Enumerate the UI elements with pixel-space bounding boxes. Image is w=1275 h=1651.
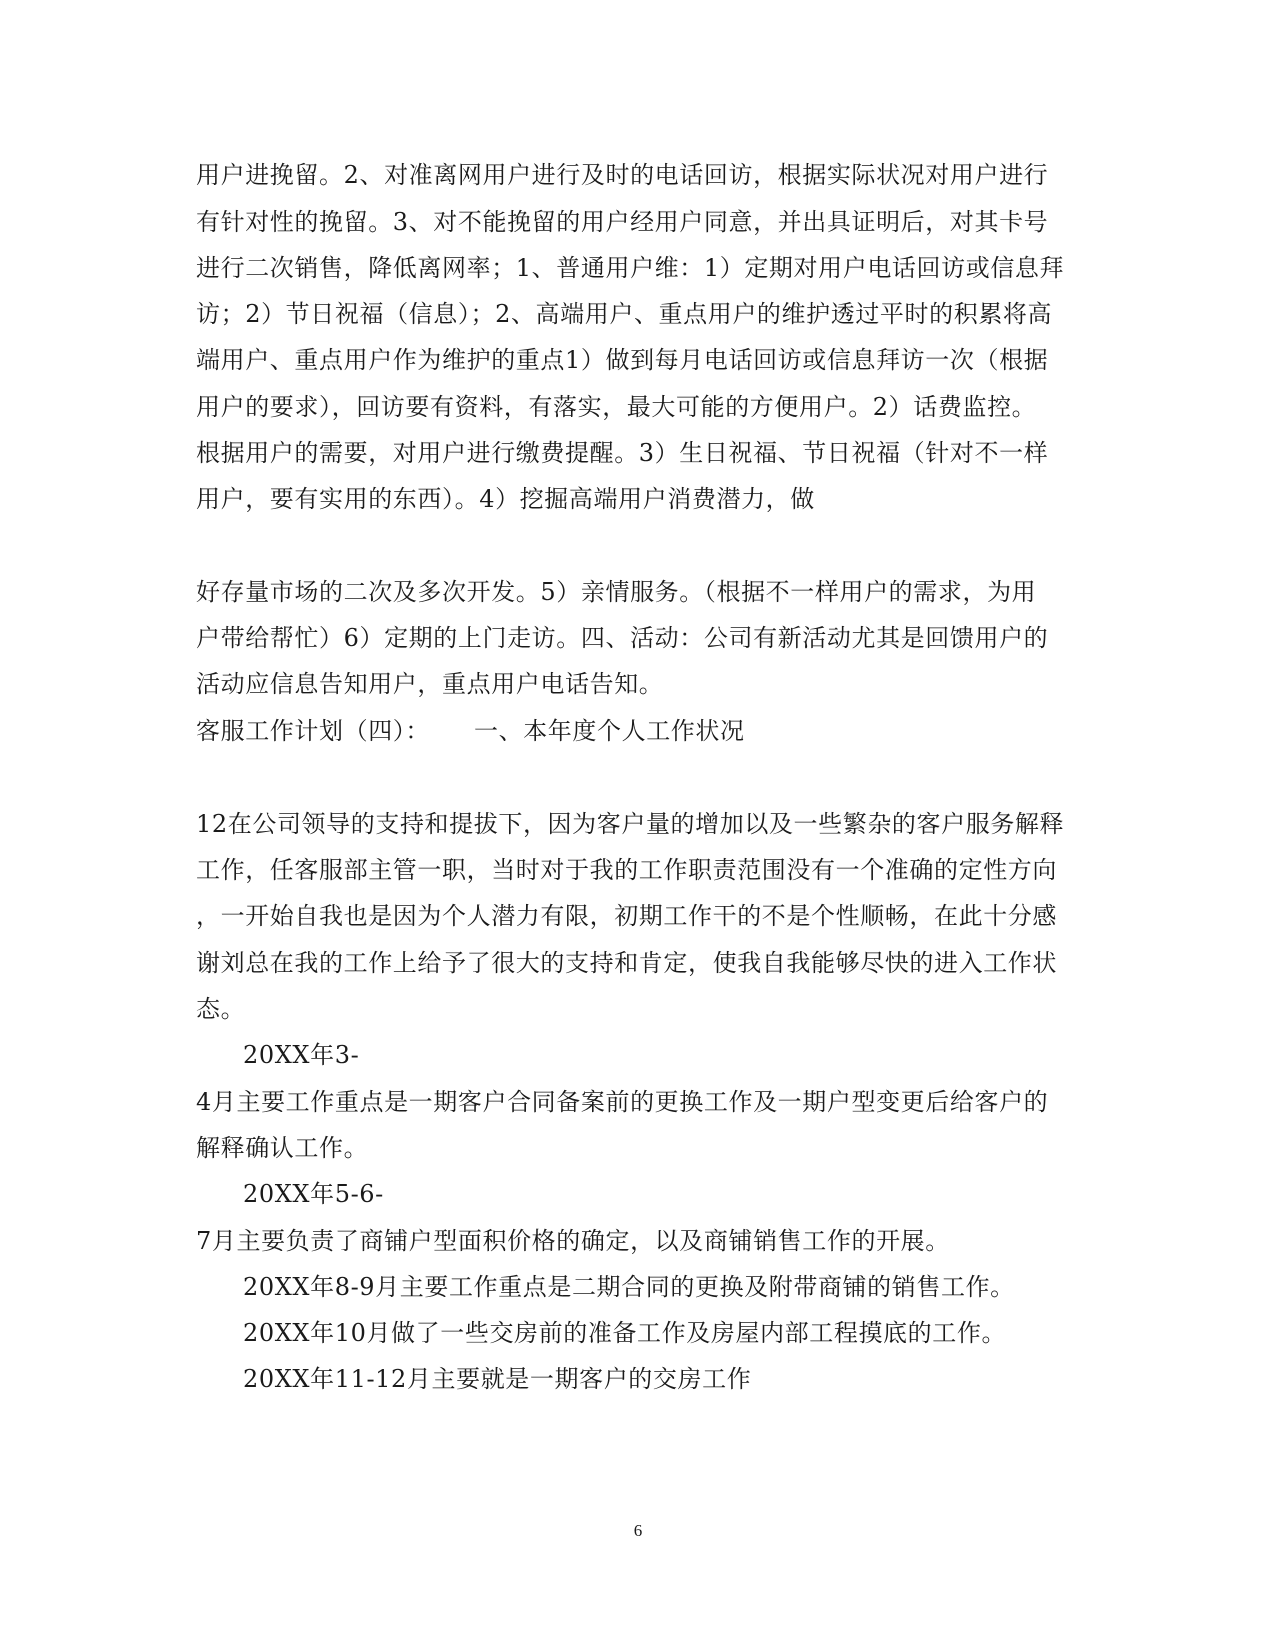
text-line: 20XX年3-: [243, 1041, 360, 1069]
text-line: 20XX年5-6-: [243, 1180, 384, 1208]
text-line: 7月主要负责了商铺户型面积价格的确定，以及商铺销售工作的开展。: [196, 1227, 950, 1255]
text-line: 好存量市场的二次及多次开发。5）亲情服务。（根据不一样用户的需求，为用: [196, 578, 1037, 606]
text-line: ，一开始自我也是因为个人潜力有限，初期工作干的不是个性顺畅，在此十分感: [196, 902, 1057, 930]
text-line: 用户，要有实用的东西）。4）挖掘高端用户消费潜力，做: [196, 485, 815, 513]
text-line: 解释确认工作。: [196, 1134, 369, 1162]
text-line: 根据用户的需要，对用户进行缴费提醒。3）生日祝福、节日祝福（针对不一样: [196, 439, 1049, 467]
text-line: 态。: [196, 995, 246, 1023]
section-subheading: 一、本年度个人工作状况: [474, 717, 745, 745]
text-line: 20XX年8-9月主要工作重点是二期合同的更换及附带商铺的销售工作。: [243, 1273, 1015, 1301]
text-line: 谢刘总在我的工作上给予了很大的支持和肯定，使我自我能够尽快的进入工作状: [196, 949, 1057, 977]
text-line: 访；2）节日祝福（信息）；2、高端用户、重点用户的维护透过平时的积累将高: [196, 300, 1053, 328]
text-line: 20XX年10月做了一些交房前的准备工作及房屋内部工程摸底的工作。: [243, 1319, 1007, 1347]
text-line: 用户的要求），回访要有资料，有落实，最大可能的方便用户。2）话费监控。: [196, 393, 1037, 421]
text-line: 12在公司领导的支持和提拔下，因为客户量的增加以及一些繁杂的客户服务解释: [196, 810, 1065, 838]
text-line: 活动应信息告知用户，重点用户电话告知。: [196, 670, 664, 698]
text-line: 4月主要工作重点是一期客户合同备案前的更换工作及一期户型变更后给客户的: [196, 1088, 1049, 1116]
text-line: 端用户、重点用户作为维护的重点1）做到每月电话回访或信息拜访一次（根据: [196, 346, 1049, 374]
text-line: 有针对性的挽留。3、对不能挽留的用户经用户同意，并出具证明后，对其卡号: [196, 208, 1049, 236]
text-line: 用户进挽留。2、对准离网用户进行及时的电话回访，根据实际状况对用户进行: [196, 161, 1049, 189]
text-line: 工作，任客服部主管一职，当时对于我的工作职责范围没有一个准确的定性方向: [196, 856, 1057, 884]
text-line: 进行二次销售，降低离网率；1、普通用户维：1）定期对用户电话回访或信息拜: [196, 254, 1065, 282]
text-line: 户带给帮忙）6）定期的上门走访。四、活动：公司有新活动尤其是回馈用户的: [196, 624, 1049, 652]
page-number: 6: [633, 1521, 643, 1540]
section-heading: 客服工作计划（四）：: [196, 717, 430, 745]
text-line: 20XX年11-12月主要就是一期客户的交房工作: [243, 1365, 752, 1393]
